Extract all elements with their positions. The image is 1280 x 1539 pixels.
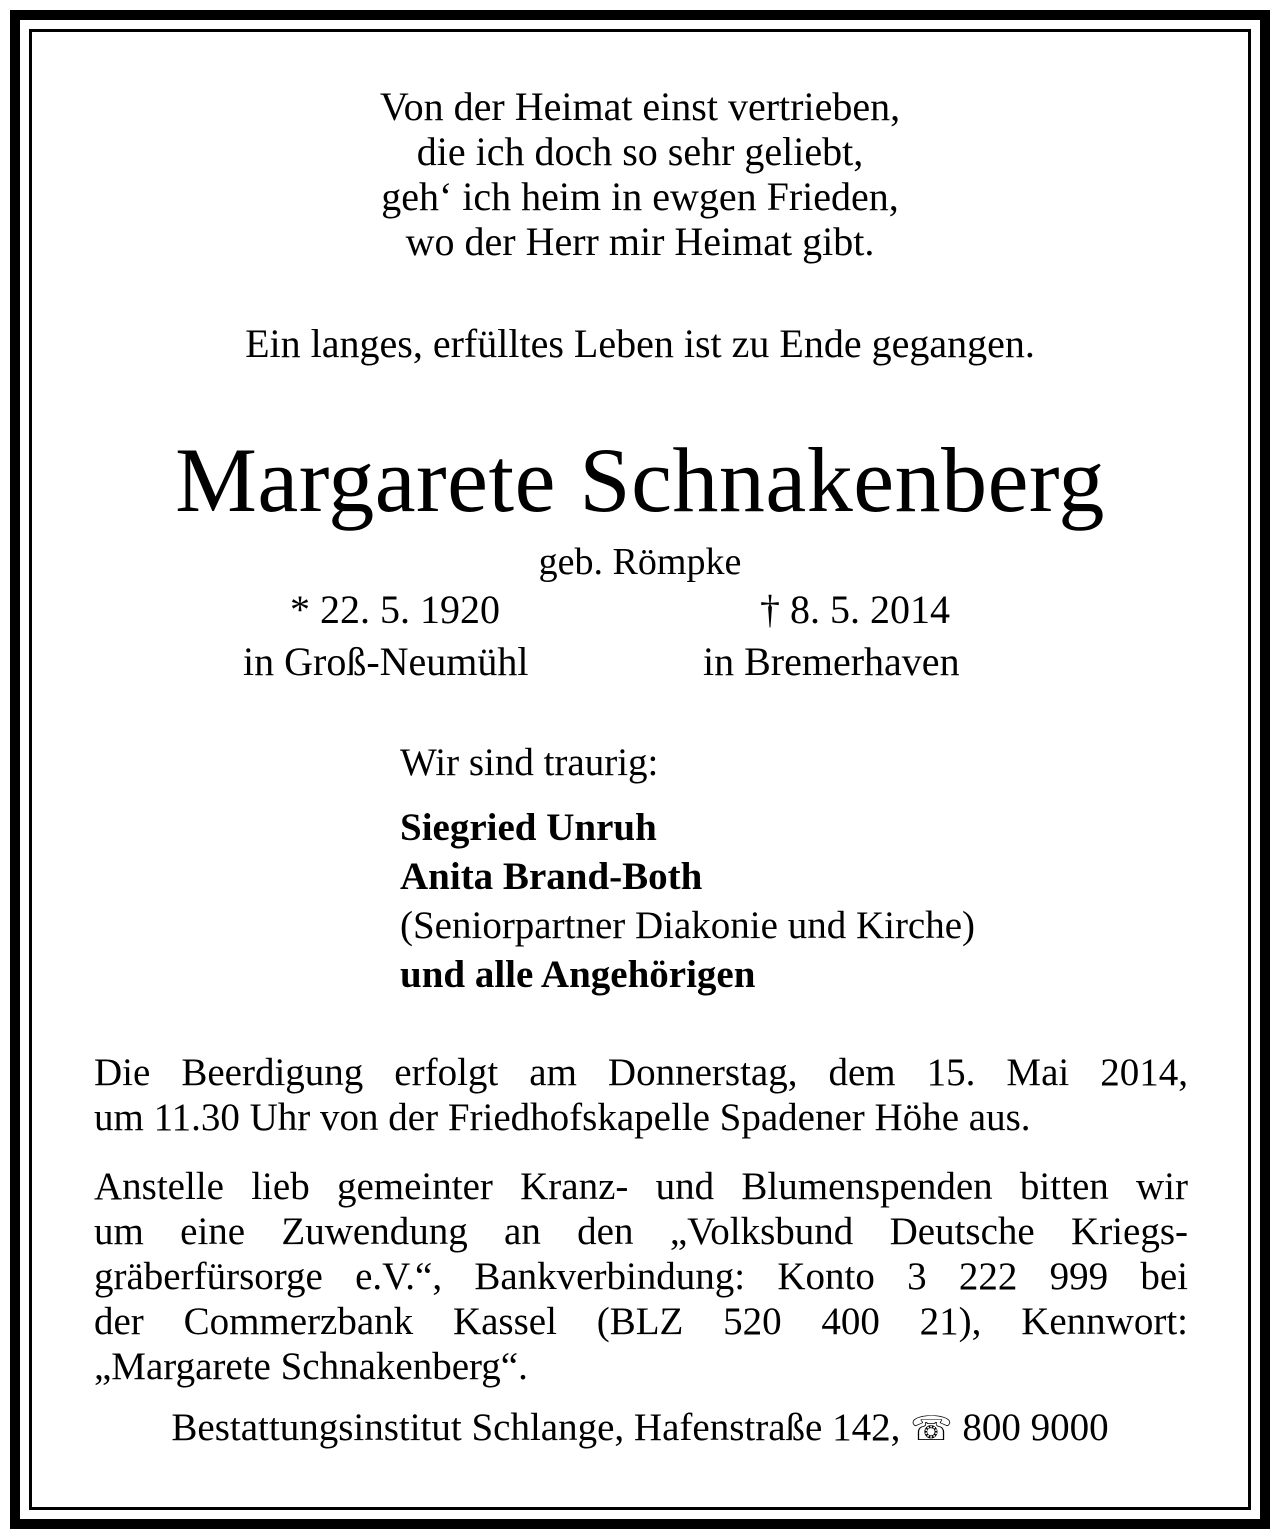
poem (0, 84, 1280, 264)
funeral-line: Die Beerdigung erfolgt am Donnerstag, dem 15. Mai 2014, (94, 1051, 1188, 1094)
phone-icon: ☏ (910, 1409, 953, 1449)
poem-line: geh‘ ich heim in ewgen Frieden, (381, 174, 899, 219)
mourner-name: Siegried Unruh (400, 806, 657, 849)
funeral-home-phone: 800 9000 (962, 1406, 1109, 1449)
mourners-heading: Wir sind traurig: (400, 741, 659, 784)
donation-line: um eine Zuwendung an den „Volksbund Deutsche Kriegs- (94, 1210, 1188, 1253)
donation-line: „Margarete Schnakenberg“. (94, 1345, 528, 1388)
funeral-home-address: Bestattungsinstitut Schlange, Hafenstraße 142, (171, 1406, 901, 1449)
mourners-family: und alle Angehörigen (400, 953, 756, 996)
donation-line: der Commerzbank Kassel (BLZ 520 400 21), Kennwort: (94, 1300, 1188, 1343)
death-place: in Bremerhaven (703, 639, 960, 684)
death-date: † 8. 5. 2014 (760, 587, 950, 632)
intro-text: Ein langes, erfülltes Leben ist zu Ende gegangen. (245, 321, 1035, 366)
funeral-paragraph (94, 1050, 1188, 1140)
birth-place: in Groß-Neumühl (243, 639, 529, 684)
poem-line: die ich doch so sehr geliebt, (416, 129, 864, 174)
mourner-note: (Seniorpartner Diakonie und Kirche) (400, 904, 976, 947)
funeral-line: um 11.30 Uhr von der Friedhofskapelle Spadener Höhe aus. (94, 1096, 1031, 1139)
birth-name: geb. Römpke (538, 541, 742, 583)
mourners-block (400, 738, 975, 999)
poem-line: Von der Heimat einst vertrieben, (379, 84, 901, 129)
funeral-home-footer (0, 1405, 1280, 1450)
mourner-name: Anita Brand-Both (400, 855, 703, 898)
deceased-name: Margarete Schnakenberg (175, 429, 1105, 531)
donation-paragraph (94, 1164, 1188, 1389)
birth-date: * 22. 5. 1920 (290, 587, 500, 632)
poem-line: wo der Herr mir Heimat gibt. (405, 219, 875, 264)
donation-line: Anstelle lieb gemeinter Kranz- und Blumenspenden bitten wir (94, 1165, 1188, 1208)
donation-line: gräberfürsorge e.V.“, Bankverbindung: Konto 3 222 999 bei (94, 1255, 1188, 1298)
